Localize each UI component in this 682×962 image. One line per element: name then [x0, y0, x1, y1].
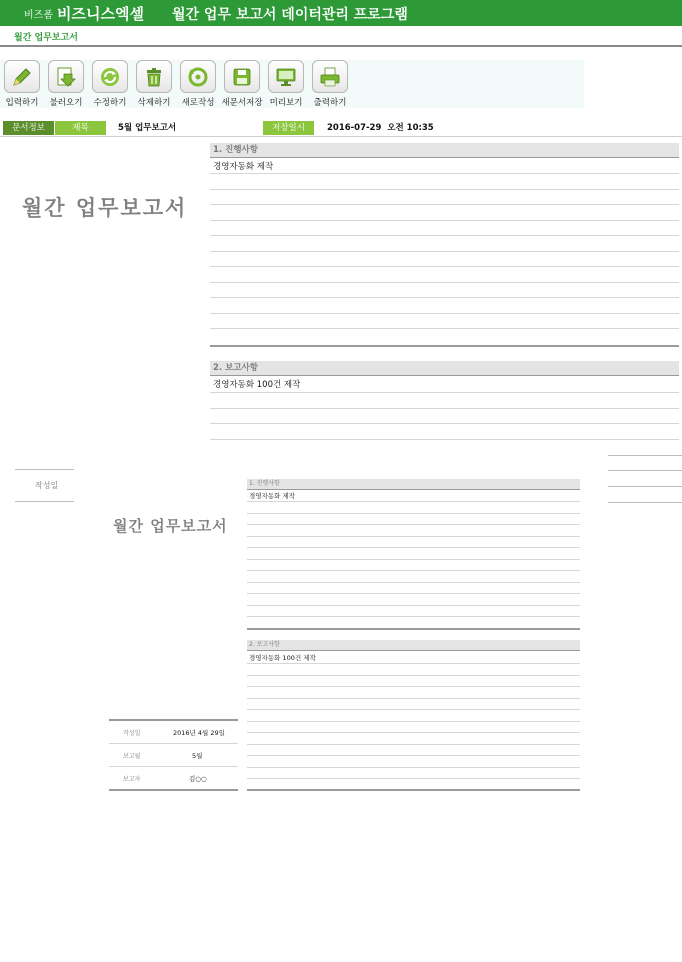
doc-info-label: 문서정보 — [3, 121, 54, 135]
preview-section1-text: 경영자동화 제작 — [249, 492, 296, 500]
saved-label: 저장일시 — [263, 121, 314, 135]
download-icon — [48, 60, 84, 93]
meta-label-month: 보고월 — [123, 753, 141, 760]
refresh-icon — [92, 60, 128, 93]
input-button[interactable] — [0, 60, 44, 108]
brand-logo-text: 비즈니스엑셀 — [57, 5, 144, 23]
save-icon — [224, 60, 260, 93]
header-divider — [0, 45, 682, 47]
delete-button[interactable] — [132, 60, 176, 108]
edit-button-label: 수정하기 — [93, 98, 127, 108]
title-label: 제목 — [55, 121, 106, 135]
new-button-label: 새로작성 — [181, 98, 215, 108]
preview-report-title: 월간 업무보고서 — [113, 517, 228, 535]
saved-value: 2016-07-29 오전 10:35 — [327, 123, 434, 133]
section2-underline — [210, 375, 679, 376]
input-button-label: 입력하기 — [5, 98, 39, 108]
preview-section2-underline — [247, 650, 580, 651]
meta-label-reporter: 보고자 — [123, 776, 141, 783]
preview-meta-table — [109, 719, 238, 791]
preview-section2-header: 2. 보고사항 — [247, 640, 580, 650]
delete-button-label: 삭제하기 — [137, 98, 171, 108]
print-icon — [312, 60, 348, 93]
info-divider — [0, 136, 682, 137]
new-button[interactable] — [176, 60, 220, 108]
preview-left-line-bottom — [15, 501, 74, 502]
load-button-label: 불러오기 — [49, 98, 83, 108]
preview-left-line-top — [15, 469, 74, 470]
meta-label-date: 작성일 — [123, 730, 141, 737]
preview-section2-text: 경영자동화 100건 제작 — [249, 654, 316, 662]
pencil-icon — [4, 60, 40, 93]
meta-value-reporter: 김○○ — [189, 775, 207, 783]
save-new-button-label: 새문서저장 — [221, 98, 263, 108]
preview-button-label: 미리보기 — [269, 98, 303, 108]
edit-button[interactable] — [88, 60, 132, 108]
app-title: 월간 업무 보고서 데이터관리 프로그램 — [172, 7, 408, 23]
meta-value-date: 2016년 4월 29일 — [173, 729, 225, 737]
preview-section1-underline — [247, 489, 580, 490]
section1-text[interactable]: 경영자동화 제작 — [213, 162, 274, 172]
save-new-button[interactable] — [220, 60, 264, 108]
meta-value-month: 5월 — [192, 752, 203, 760]
preview-button[interactable] — [264, 60, 308, 108]
load-button[interactable] — [44, 60, 88, 108]
section1-underline — [210, 157, 679, 158]
section1-header: 1. 진행사항 — [210, 143, 679, 157]
trash-icon — [136, 60, 172, 93]
new-icon — [180, 60, 216, 93]
print-button-label: 출력하기 — [313, 98, 347, 108]
page-subtitle: 월간 업무보고서 — [14, 33, 78, 43]
section2-text[interactable]: 경영자동화 100건 제작 — [213, 380, 301, 390]
section2-header: 2. 보고사항 — [210, 361, 679, 375]
print-button[interactable] — [308, 60, 352, 108]
monitor-icon — [268, 60, 304, 93]
preview-left-label: 작성일 — [35, 481, 59, 490]
preview-section1-header: 1. 진행사항 — [247, 479, 580, 489]
brand-small: 비즈폼 — [24, 10, 53, 21]
report-title: 월간 업무보고서 — [22, 196, 188, 220]
title-value: 5월 업무보고서 — [118, 123, 177, 133]
